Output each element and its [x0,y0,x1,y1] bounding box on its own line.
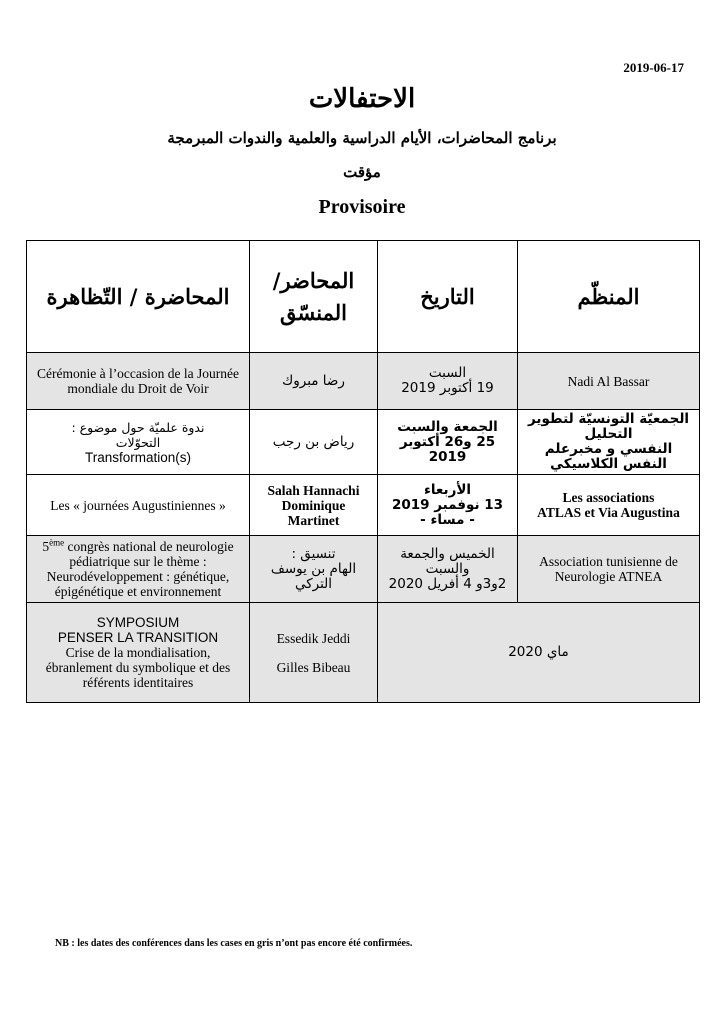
date-full: 13 نوفمبر 2019 [391,496,504,513]
organizer-line: ATLAS et Via Augustina [537,505,680,520]
speaker-line: Dominique [281,497,346,513]
speaker-cell [250,475,378,536]
date-day: السبت [428,365,467,381]
event-cell [27,410,250,475]
table-row [27,410,700,475]
date-cell [378,475,518,536]
speaker-cell: رياض بن رجب [250,410,378,475]
event-cell: Les « journées Augustiniennes » [27,475,250,536]
ordinal-number: 5 [42,539,50,554]
document-title: الاحتفالات [308,84,416,114]
organizer-cell [518,410,700,475]
event-cell: Cérémonie à l’occasion de la Journée mondiale du Droit de Voir [27,353,250,410]
organizer-cell [518,475,700,536]
date-cell: ماي 2020 [378,603,700,703]
event-line: Neurodéveloppement : génétique, [46,569,230,584]
speaker-cell [250,603,378,703]
event-line: Transformation(s) [84,449,192,465]
program-table [26,240,700,703]
footnote: NB : les dates des conférences dans les cases en gris n’ont pas encore été confirmées. [55,938,413,949]
organizer-line: النفسي و مخبرعلم النفس الكلاسيكي [544,441,673,472]
organizer-cell [518,536,700,603]
event-line: Crise de la mondialisation, [65,645,211,660]
date-cell [378,410,518,475]
event-line: SYMPOSIUM [96,615,180,630]
event-line: pédiatrique sur le thème : [69,554,207,569]
speaker-line: تنسيق : [291,545,336,562]
event-line: ébranlement du symbolique et des [45,660,231,675]
organizer-cell: Nadi Al Bassar [518,353,700,410]
organizer-line: Neurologie ATNEA [554,569,663,584]
header-organizer: المنظّم [518,241,700,353]
organizer-line: Les associations [562,490,655,505]
speaker-cell: رضا مبروك [250,353,378,410]
organizer-line: الجمعيّة التونسيّة لتطوير التحليل [527,411,690,442]
date-full: 19 أكتوبر 2019 [401,380,494,396]
provisoire-label: Provisoire [318,196,406,218]
speaker-line: Salah Hannachi [267,482,360,498]
date-cell [378,353,518,410]
table-row [27,536,700,603]
organizer-line: Association tunisienne de [539,554,678,569]
tentative-label: مؤقت [343,163,381,181]
header-speaker: المحاضر/ المنسّق [250,241,378,353]
event-cell [27,536,250,603]
table-row [27,353,700,410]
document-date: 2019-06-17 [623,60,684,75]
event-line-text: congrès national de neurologie [64,539,234,554]
speaker-line: Gilles Bibeau [276,659,351,675]
event-line: référents identitaires [82,675,194,690]
date-full: 2و3و 4 أفريل 2020 [388,575,507,592]
event-cell [27,603,250,703]
date-day: الخميس والجمعة والسبت [400,545,495,577]
date-time: - مساء - [420,511,475,528]
speaker-line: Martinet [287,512,340,528]
event-line: ندوة علميّة حول موضوع : [71,419,205,435]
date-full: 25 و26 أكتوبر 2019 [399,433,496,465]
table-row [27,603,700,703]
event-line: PENSER LA TRANSITION [57,630,219,645]
table-header-row [27,241,700,353]
ordinal-suffix: ème [49,537,65,548]
speaker-cell [250,536,378,603]
event-line: épigénétique et environnement [54,584,222,599]
header-event: المحاضرة / التّظاهرة [27,241,250,353]
date-day: الجمعة والسبت [397,418,498,435]
speaker-line: الهام بن يوسف التركي [270,560,357,592]
date-day: الأربعاء [423,481,472,498]
date-cell [378,536,518,603]
document-subtitle: برنامج المحاضرات، الأيام الدراسية والعلمية والندوات المبرمجة [167,129,557,147]
header-date: التاريخ [378,241,518,353]
event-line: التحوّلات [115,434,161,450]
event-line [32,539,244,554]
speaker-line: Essedik Jeddi [276,630,351,646]
table-row [27,475,700,536]
